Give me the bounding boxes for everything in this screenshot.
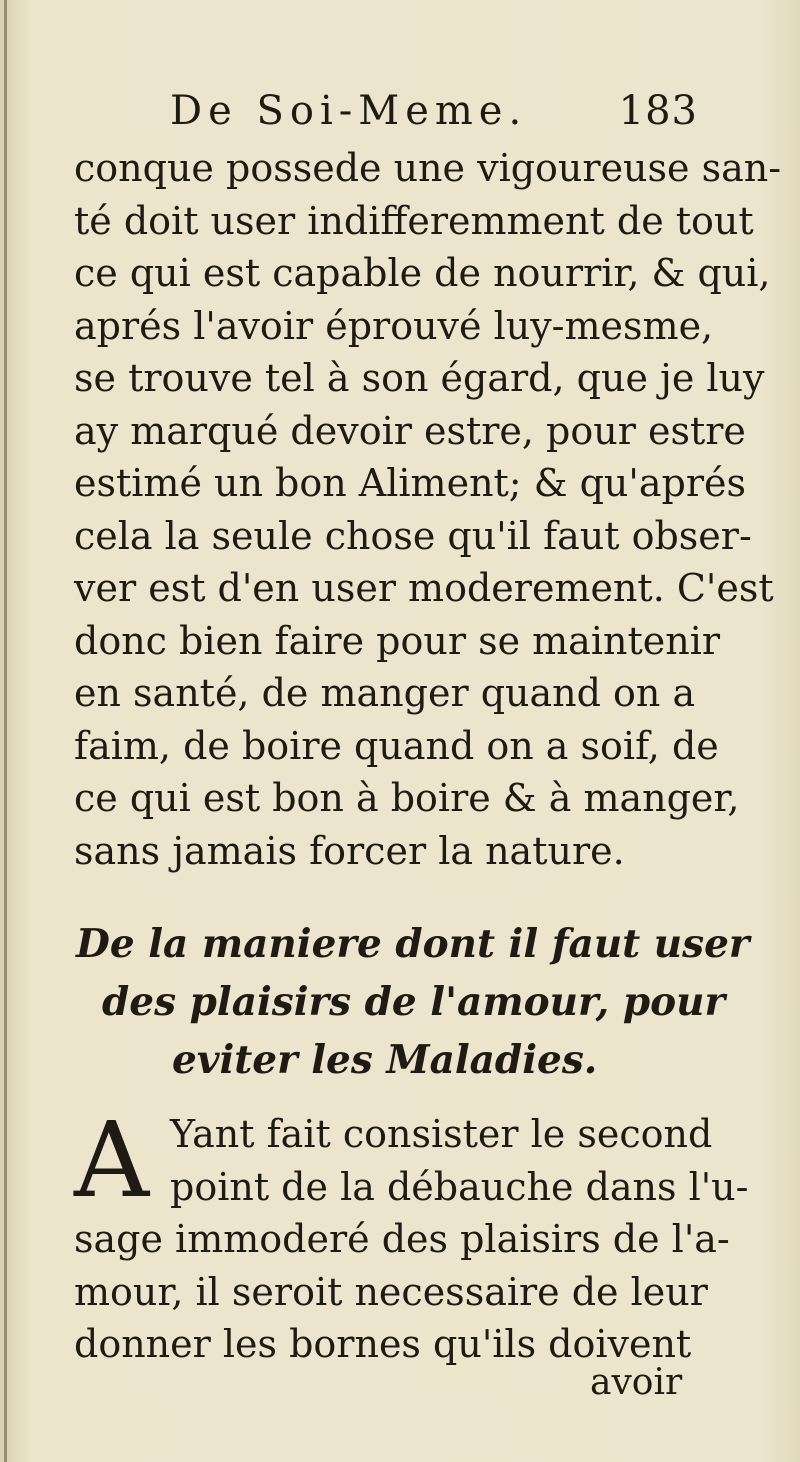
text-line: ver est d'en user moderement. C'est <box>74 566 774 610</box>
text-line: sage immoderé des plaisirs de l'a- <box>74 1217 730 1261</box>
running-header <box>170 88 710 138</box>
heading-line: eviter les Maladies. <box>172 1037 598 1083</box>
paragraph-1 <box>74 142 782 877</box>
text-line: faim, de boire quand on a soif, de <box>74 723 719 768</box>
section-heading <box>74 915 750 1089</box>
drop-cap: A <box>74 1099 150 1221</box>
text-line: estimé un bon Aliment; & qu'aprés <box>74 461 746 505</box>
text-line: conque possede une vigoureuse san- <box>74 146 782 190</box>
text-line: mour, il seroit necessaire de leur <box>74 1269 708 1314</box>
text-line: sans jamais forcer la nature. <box>74 828 625 873</box>
text-line: té doit user indifferemment de tout <box>74 198 754 243</box>
page-gutter <box>4 0 7 1462</box>
heading-line: des plaisirs de l'amour, pour <box>102 979 726 1025</box>
heading-line: De la maniere dont il faut user <box>76 921 750 967</box>
text-line: donner les bornes qu'ils doivent <box>74 1322 692 1366</box>
text-line: en santé, de manger quand on a <box>74 671 696 715</box>
paragraph-2 <box>74 1099 749 1371</box>
text-line: aprés l'avoir éprouvé luy-mesme, <box>74 303 714 348</box>
text-line: se trouve tel à son égard, que je luy <box>74 356 765 400</box>
text-line: point de la débauche dans l'u- <box>170 1164 749 1209</box>
page-number: 183 <box>618 88 698 134</box>
catchword: avoir <box>590 1362 683 1403</box>
text-line: Yant fait consister le second <box>170 1112 713 1156</box>
text-line: cela la seule chose qu'il faut obser- <box>74 513 752 558</box>
text-line: ay marqué devoir estre, pour estre <box>74 408 746 453</box>
text-line: donc bien faire pour se maintenir <box>74 618 721 663</box>
text-line: ce qui est capable de nourrir, & qui, <box>74 251 771 295</box>
text-line: ce qui est bon à boire & à manger, <box>74 776 740 820</box>
running-title: De Soi-Meme. <box>170 88 528 134</box>
